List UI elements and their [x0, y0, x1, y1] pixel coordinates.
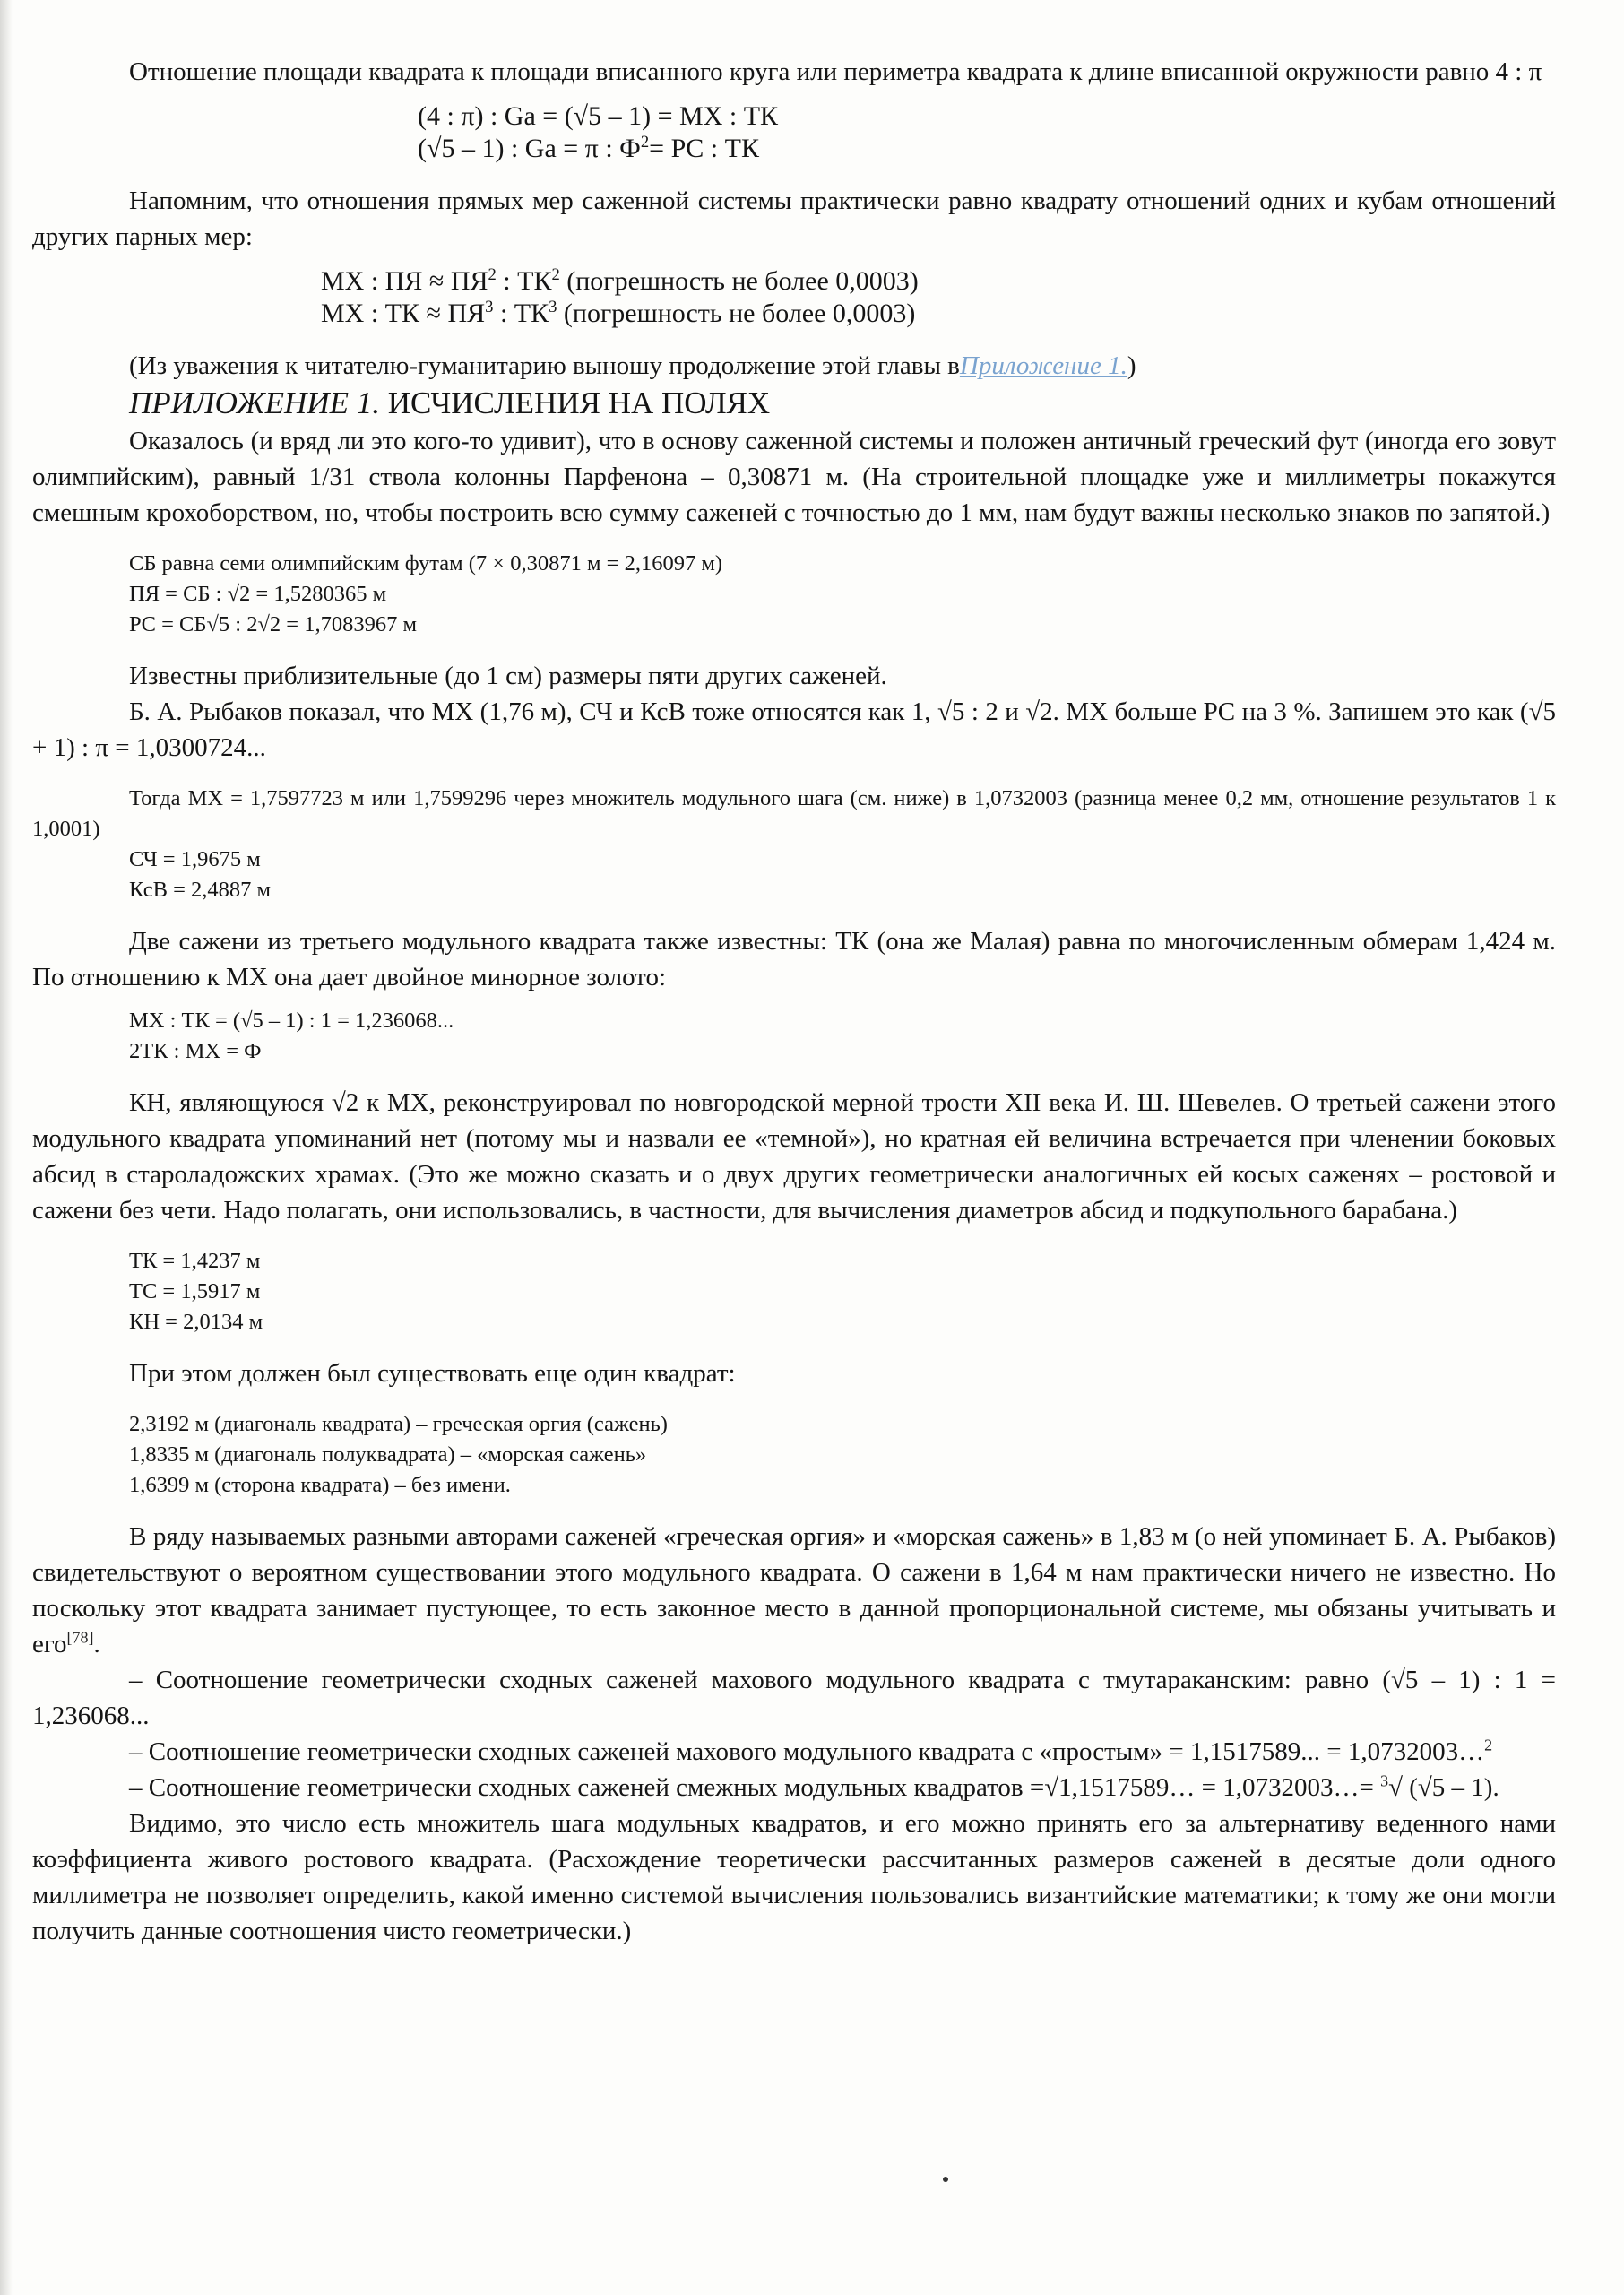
appendix-note: (Из уважения к читателю-гуманитарию выношу продолжение этой главы вПриложение 1.) — [129, 351, 1136, 380]
known-paragraph: Известны приблизительные (до 1 см) размеры пяти других саженей. — [129, 662, 887, 690]
formula-2a: МХ : ПЯ ≈ $ПЯ^2$ : $ТК^2$ (погрешность не более 0,0003) — [321, 265, 919, 296]
footnote-ref[interactable]: [78] — [66, 1628, 94, 1647]
ratio-2: – Соотношение геометрически сходных саженей махового модульного квадрата с «простым» = 1,1517589... = 1,0732003…$^2$ — [129, 1736, 1493, 1766]
calc-line: ПЯ = СБ : √2 = 1,5280365 м — [129, 582, 387, 606]
scan-edge-shadow — [0, 0, 13, 2295]
calc-line: PC = СБ√5 : 2√2 = 1,7083967 м — [129, 612, 417, 637]
ratio-3: – Соотношение геометрически сходных саженей смежных модульных квадратов =√1,1517589… = 1,0732003…= $^3$√ (√5 – 1). — [129, 1771, 1499, 1802]
calc-line: 2,3192 м (диагональ квадрата) – греческая оргия (сажень) — [129, 1412, 668, 1436]
calc-line: ТС = 1,5917 м — [129, 1279, 261, 1303]
rybakov-paragraph: Б. А. Рыбаков показал, что МХ (1,76 м), СЧ и КсВ тоже относятся как 1, √5 : 2 и √2. МХ больше PC на 3 %. Запишем это как (√5 + 1) : π = 1,0300724... — [32, 697, 1556, 762]
appendix-heading: ПРИЛОЖЕНИЕ 1. ИСЧИСЛЕНИЯ НА ПОЛЯХ — [129, 385, 771, 420]
calc-line: 1,6399 м (сторона квадрата) – без имени. — [129, 1473, 511, 1497]
two-sazh-paragraph: Две сажени из третьего модульного квадрата также известны: ТК (она же Малая) равна по многочисленным обмерам 1,424 м. По отношению к МХ она дает двойное минорное золото: — [32, 927, 1556, 992]
calc-block-5 — [32, 1409, 1556, 1501]
calc-line: 2ТК : МХ = Ф — [129, 1039, 262, 1063]
document-page — [32, 54, 1556, 1949]
formula-2b: МХ : ТК ≈ $ПЯ^3$ : $ТК^3$ (погрешность не более 0,0003) — [321, 298, 916, 328]
scan-speck — [943, 2177, 948, 2182]
calc-block-3 — [32, 1006, 1556, 1067]
calc-line: КН = 2,0134 м — [129, 1310, 263, 1334]
row-paragraph: В ряду называемых разными авторами саженей «греческая оргия» и «морская сажень» в 1,83 м (о ней упоминает Б. А. Рыбаков) свидетельствуют о вероятном существовании этого модульного квадрата. О сажени в 1,64 м нам практически ничего не известно. Но поскольку этот квадрата занимает пустующее, то есть законное место в данной пропорциональной системе, мы обязаны учитывать и его[78]. — [32, 1522, 1556, 1658]
formula-1a: (4 : π) : Ga = (√5 – 1) = МХ : ТК — [418, 101, 779, 131]
final-paragraph: Видимо, это число есть множитель шага модульных квадратов, и его можно принять его за альтернативу веденного нами коэффициента живого ростового квадрата. (Расхождение теоретически рассчитанных размеров саженей в десятые доли одного миллиметра не позволяет определить, какой именно системой вычисления пользовались византийские математики; к тому же они могли получить данные соотношения чисто геометрически.) — [32, 1809, 1556, 1945]
calc-line: МХ : ТК = (√5 – 1) : 1 = 1,236068... — [129, 1009, 454, 1033]
recall-paragraph: Напомним, что отношения прямых мер саженной системы практически равно квадрату отношений одних и кубам отношений других парных мер: — [32, 186, 1556, 251]
calc-intro: Тогда МХ = 1,7597723 м или 1,7599296 через множитель модульного шага (см. ниже) в 1,0732003 (разница менее 0,2 мм, отношение результатов 1 к 1,0001) — [32, 786, 1556, 841]
another-square-paragraph: При этом должен был существовать еще один квадрат: — [129, 1359, 736, 1388]
appendix-link[interactable]: Приложение 1. — [959, 351, 1127, 380]
calc-block-1 — [32, 549, 1556, 640]
calc-line: СБ равна семи олимпийским футам (7 × 0,30871 м = 2,16097 м) — [129, 551, 722, 576]
foot-paragraph: Оказалось (и вряд ли это кого-то удивит), что в основу саженной системы и положен античный греческий фут (иногда его зовут олимпийским), равный 1/31 ствола колонны Парфенона – 0,30871 м. (На строительной площадке уже и миллиметры покажутся смешным крохоборством, но, чтобы построить всю сумму саженей с точностью до 1 мм, нам будут важны несколько знаков по запятой.) — [32, 427, 1556, 527]
calc-block-2 — [32, 844, 1556, 905]
calc-line: СЧ = 1,9675 м — [129, 847, 261, 871]
intro-paragraph: Отношение площади квадрата к площади вписанного круга или периметра квадрата к длине вписанной окружности равно 4 : π — [129, 57, 1542, 86]
calc-line: ТК = 1,4237 м — [129, 1249, 261, 1273]
formula-1b: (√5 – 1) : Ga = π : $Ф^2=$ PC : ТК — [418, 133, 759, 163]
ratio-1: – Соотношение геометрически сходных саженей махового модульного квадрата с тмутараканским: равно (√5 – 1) : 1 = 1,236068... — [32, 1666, 1556, 1730]
calc-line: КсВ = 2,4887 м — [129, 878, 272, 902]
kn-paragraph: КН, являющуюся √2 к МХ, реконструировал по новгородской мерной трости XII века И. Ш. Шевелев. О третьей сажени этого модульного квадрата упоминаний нет (потому мы и назвали ее «темной»), но кратная ей величина встречается при членении боковых абсид в староладожских храмах. (Это же можно сказать и о двух других геометрически аналогичных ей косых саженях – ростовой и сажени без чети. Надо полагать, они использовались, в частности, для вычисления диаметров абсид и подкупольного барабана.) — [32, 1088, 1556, 1225]
calc-line: 1,8335 м (диагональ полуквадрата) – «морская сажень» — [129, 1442, 647, 1467]
calc-block-4 — [32, 1246, 1556, 1338]
